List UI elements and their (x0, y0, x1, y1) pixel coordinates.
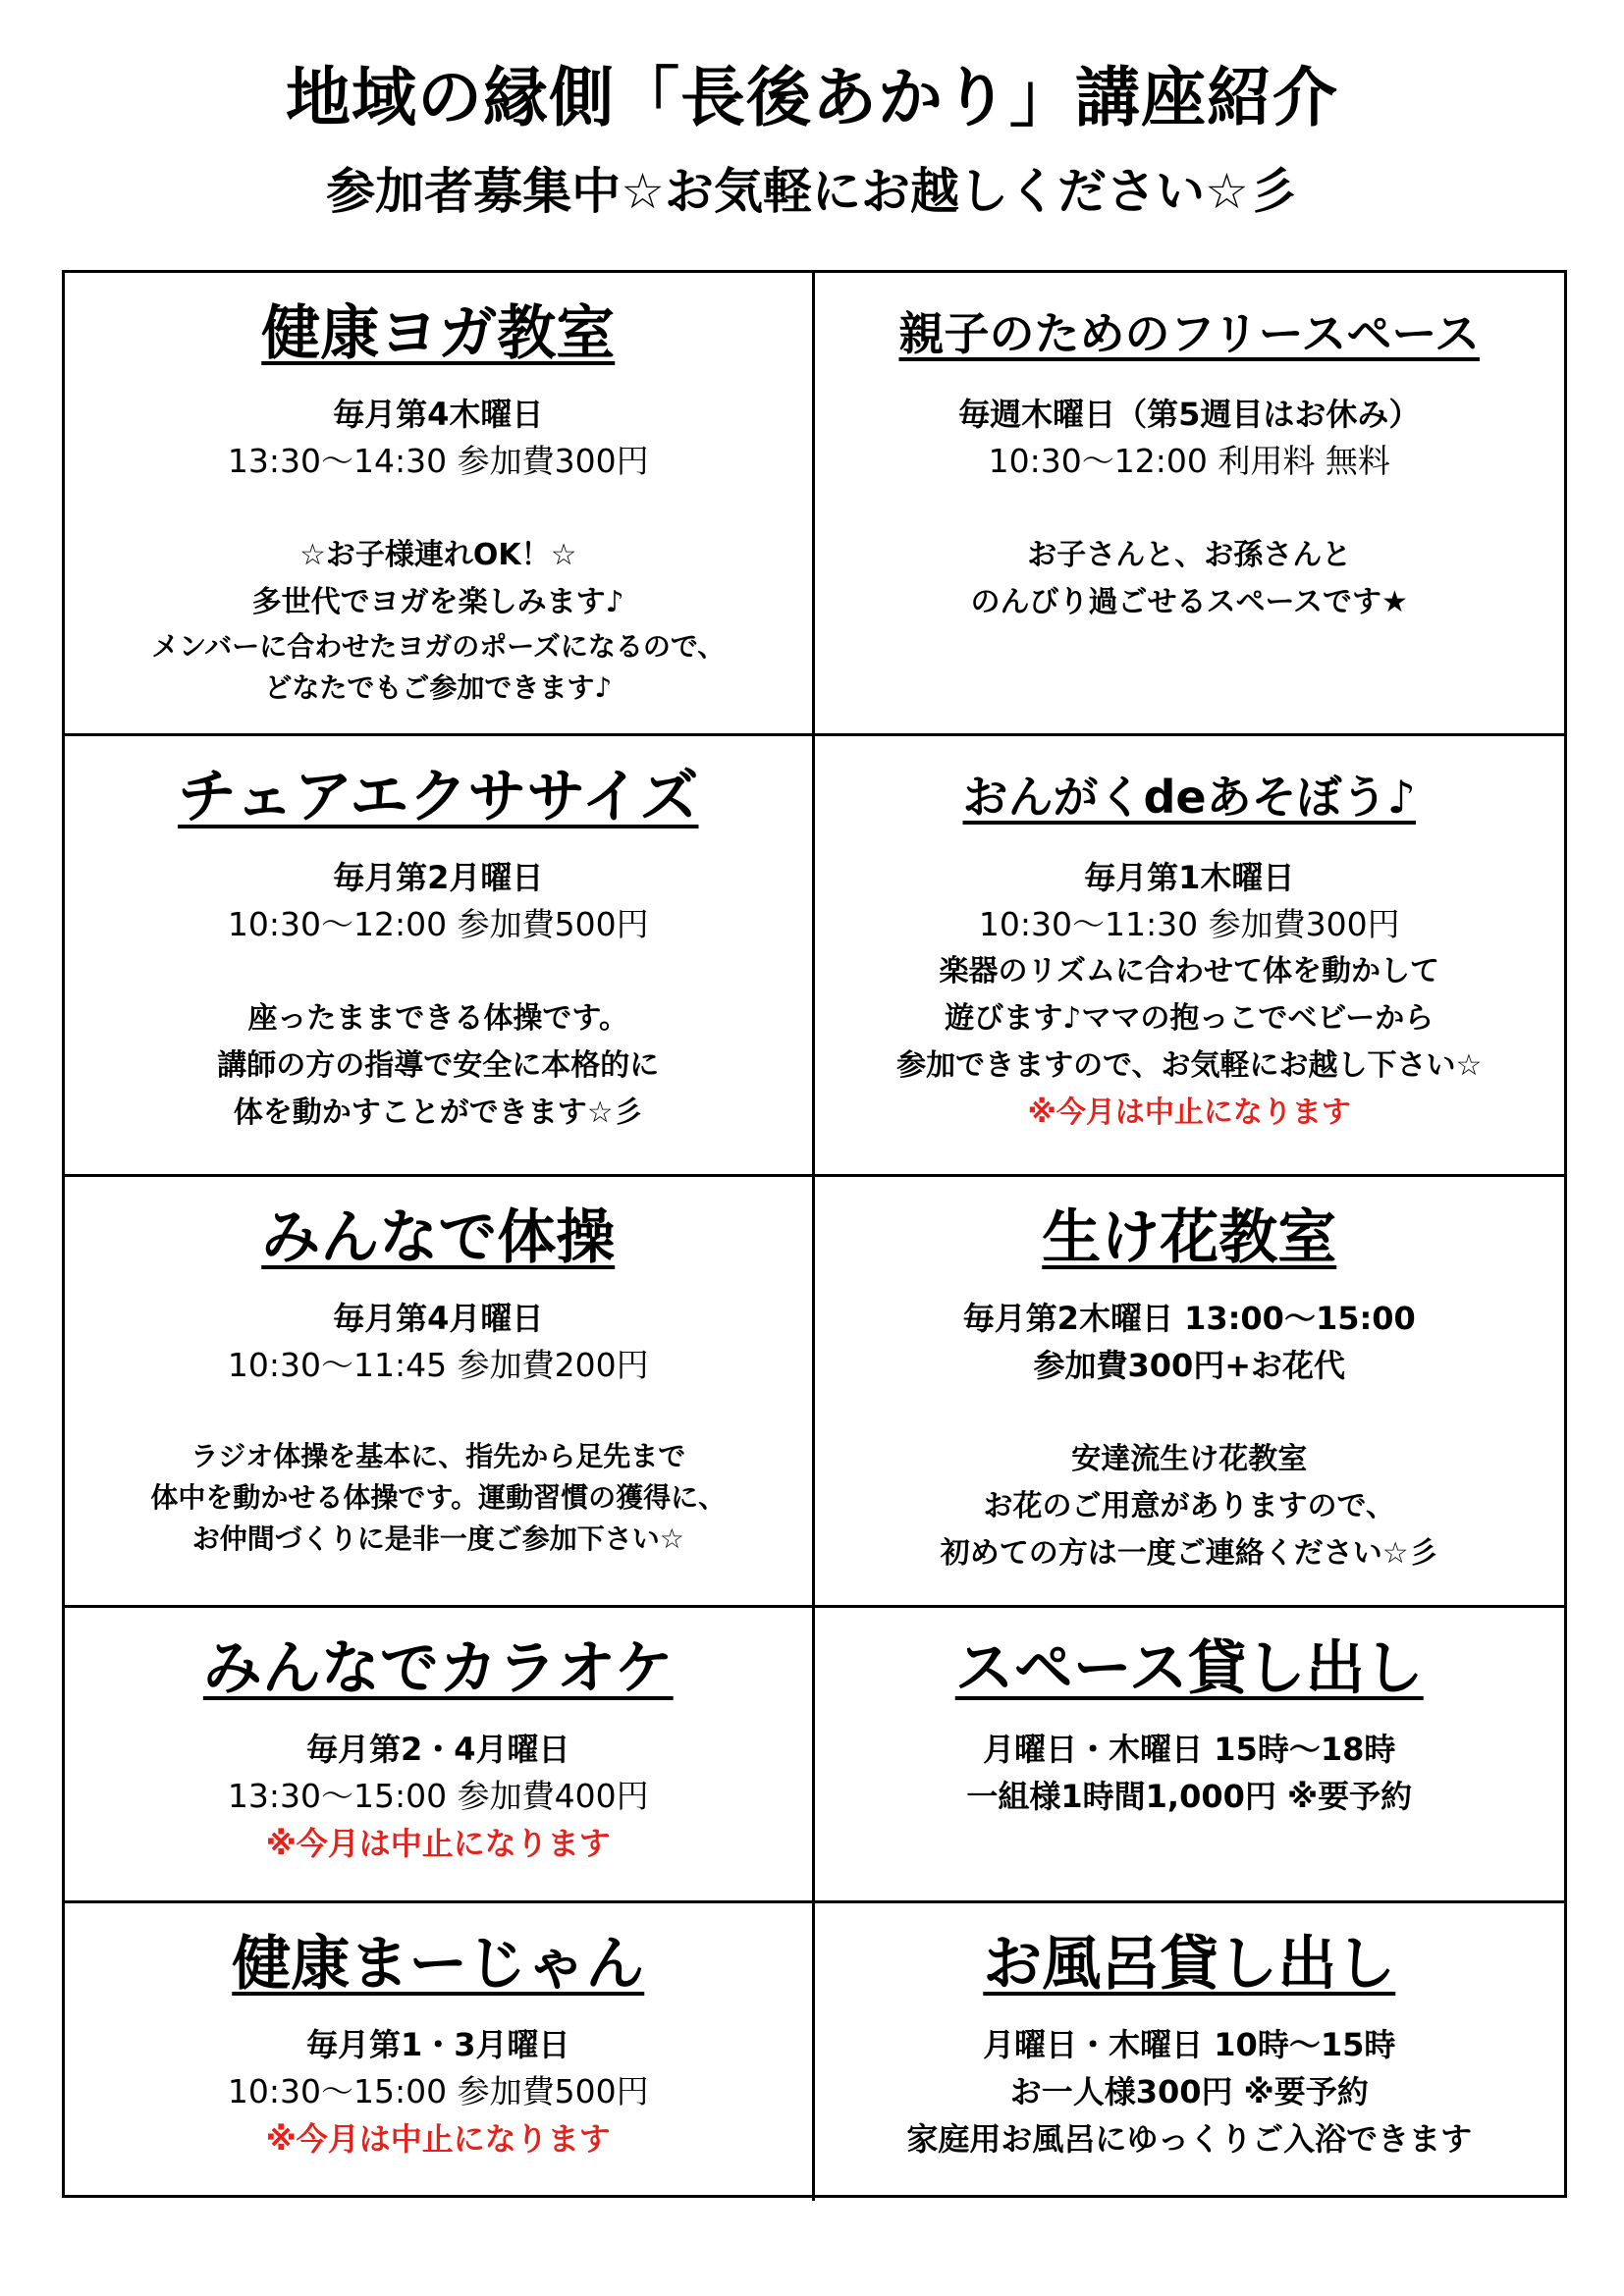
course-card-yoga (65, 273, 815, 736)
course-schedule: 月曜日・木曜日 10時～15時 (983, 2026, 1396, 2063)
page-title: 地域の縁側「長後あかり」講座紹介 (286, 60, 1338, 135)
course-description: 遊びます♪ママの抱っこでベビーから (945, 1001, 1435, 1036)
course-time-fee: 10:30～12:00 利用料 無料 (988, 442, 1390, 480)
course-title: お風呂貸し出し (983, 1930, 1396, 1999)
course-card-mahjong (65, 1903, 815, 2201)
course-description: ☆お子様連れOK！☆ (298, 538, 577, 572)
course-description: のんびり過ごせるスペースです★ (970, 585, 1408, 619)
course-description: どなたでもご参加できます♪ (264, 671, 613, 704)
course-description: 初めての方は一度ご連絡ください☆彡 (940, 1536, 1438, 1571)
course-card-free-space (815, 273, 1565, 736)
course-description: 座ったままできる体操です。 (247, 1001, 629, 1036)
course-schedule: 毎週木曜日（第5週目はお休み） (958, 396, 1421, 433)
course-description: メンバーに合わせたヨガのポーズになるので、 (151, 630, 726, 663)
course-schedule: 毎月第4月曜日 (333, 1300, 544, 1337)
course-description: 参加できますので、お気軽にお越し下さい☆ (896, 1048, 1483, 1083)
course-schedule: 毎月第1木曜日 (1084, 859, 1295, 896)
course-title: おんがくdeあそぼう♪ (962, 771, 1416, 824)
course-card-bath-rental (815, 1903, 1565, 2201)
course-title: 健康ヨガ教室 (261, 299, 616, 368)
course-title: 健康まーじゃん (232, 1930, 645, 1999)
course-card-chair-exercise (65, 736, 815, 1177)
course-description: 安達流生け花教室 (1071, 1442, 1308, 1476)
course-schedule: 毎月第4木曜日 (333, 396, 544, 433)
course-description: 体を動かすことができます☆彡 (233, 1095, 643, 1130)
course-card-karaoke (65, 1608, 815, 1903)
course-card-music (815, 736, 1565, 1177)
course-description: ラジオ体操を基本に、指先から足先まで (190, 1440, 686, 1472)
course-time-fee: 10:30～11:45 参加費200円 (227, 1346, 649, 1384)
page-subtitle: 参加者募集中☆お気軽にお越しください☆彡 (326, 163, 1298, 220)
course-title: チェアエクササイズ (178, 763, 699, 831)
course-schedule: 毎月第2月曜日 (333, 859, 544, 896)
course-description: 体中を動かせる体操です。運動習慣の獲得に、 (150, 1481, 727, 1514)
course-fee: 参加費300円+お花代 (1033, 1347, 1346, 1384)
course-card-exercise (65, 1177, 815, 1608)
course-description: 楽器のリズムに合わせて体を動かして (939, 954, 1439, 988)
course-fee: お一人様300円 ※要予約 (1009, 2073, 1369, 2110)
course-description: お花のご用意がありますので、 (983, 1489, 1395, 1523)
course-schedule: 毎月第1・3月曜日 (305, 2026, 570, 2063)
course-description: 多世代でヨガを楽しみます♪ (251, 585, 624, 619)
course-time-fee: 13:30～15:00 参加費400円 (227, 1777, 649, 1815)
course-title: みんなで体操 (261, 1203, 616, 1272)
course-schedule: 毎月第2・4月曜日 (305, 1731, 570, 1768)
course-time-fee: 10:30～15:00 参加費500円 (227, 2072, 649, 2110)
course-grid (62, 270, 1567, 2198)
course-title: みんなでカラオケ (202, 1634, 674, 1703)
course-time-fee: 10:30～12:00 参加費500円 (227, 905, 649, 943)
course-time-fee: 10:30～11:30 参加費300円 (978, 905, 1400, 943)
course-description: 講師の方の指導で安全に本格的に (217, 1048, 660, 1083)
course-title: 生け花教室 (1042, 1203, 1337, 1272)
course-description: お子さんと、お孫さんと (1027, 538, 1352, 572)
course-card-space-rental (815, 1608, 1565, 1903)
course-fee: 一組様1時間1,000円 ※要予約 (966, 1778, 1413, 1815)
cancellation-notice: ※今月は中止になります (1027, 1095, 1351, 1130)
course-card-ikebana (815, 1177, 1565, 1608)
course-description: 家庭用お風呂にゆっくりご入浴できます (906, 2120, 1473, 2158)
course-title: スペース貸し出し (954, 1634, 1424, 1703)
cancellation-notice: ※今月は中止になります (265, 1825, 611, 1862)
course-time-fee: 13:30～14:30 参加費300円 (227, 442, 649, 480)
course-schedule: 月曜日・木曜日 15時～18時 (983, 1731, 1396, 1768)
course-schedule: 毎月第2木曜日 13:00～15:00 (962, 1300, 1416, 1337)
cancellation-notice: ※今月は中止になります (265, 2120, 611, 2158)
course-title: 親子のためのフリースペース (898, 307, 1481, 360)
course-description: お仲間づくりに是非一度ご参加下さい☆ (191, 1522, 684, 1555)
